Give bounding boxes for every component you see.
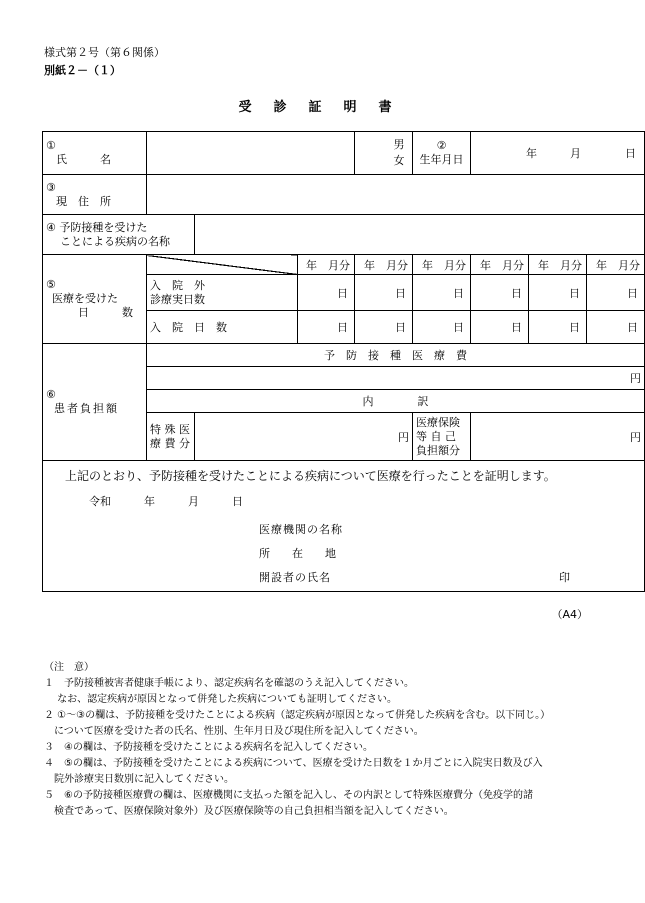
days-label-line2: 日 数 <box>78 306 133 319</box>
name-label-cell <box>43 132 147 175</box>
inpatient-label: 入 院 日 数 <box>150 321 227 334</box>
birthdate-value: 年 月 日 <box>526 147 637 160</box>
insurance-label-cell <box>413 413 471 461</box>
burden-label-cell <box>43 344 147 461</box>
outpatient-days-4[interactable]: 日 <box>471 275 529 311</box>
breakdown-header <box>147 390 645 413</box>
note-line: ３ ④の欄は、予防接種を受けたことによる疾病名を記入してください。 <box>44 742 373 753</box>
attachment-label: 別紙２－（１） <box>44 64 121 77</box>
special-cost-label-cell <box>147 413 195 461</box>
certification-block <box>43 461 645 592</box>
diagonal-header-cell <box>147 255 298 275</box>
vaccine-cost-yen: 円 <box>630 372 642 385</box>
disease-field[interactable] <box>195 215 645 255</box>
month-header-3[interactable]: 年 月分 <box>413 255 471 275</box>
outpatient-days-6[interactable]: 日 <box>587 275 645 311</box>
location-label: 所 在 地 <box>259 547 336 560</box>
outpatient-days-5[interactable]: 日 <box>529 275 587 311</box>
note-line: について医療を受けた者の氏名、性別、生年月日及び現住所を記入してください。 <box>44 726 424 737</box>
sex-field[interactable] <box>386 132 412 174</box>
inpatient-days-6[interactable]: 日 <box>587 311 645 344</box>
insurance-cost-yen: 円 <box>630 430 642 444</box>
disease-label-cell <box>43 215 195 255</box>
vaccine-cost-label: 予 防 接 種 医 療 費 <box>324 349 468 362</box>
insurance-label-line1: 医療保険 <box>416 415 460 429</box>
note-line: ２ ①～③の欄は、予防接種を受けたことによる疾病（認定疾病が原因となって併発した疾病を含む。以下同じ。） <box>44 710 551 721</box>
name-field[interactable] <box>147 132 355 175</box>
paper-size-label: （A4） <box>551 608 588 621</box>
name-label: 氏 名 <box>56 153 111 166</box>
insurance-label-line2: 等 自 己 <box>416 429 456 443</box>
insurance-cost-field[interactable] <box>471 413 645 461</box>
birthdate-label: 生年月日 <box>419 153 464 166</box>
notes-heading: （注 意） <box>44 662 94 673</box>
days-label-cell <box>43 255 147 344</box>
special-cost-label-line2: 療 費 分 <box>150 436 190 450</box>
outpatient-label-line1: 入 院 外 <box>150 278 205 292</box>
days-label-line1: 医療を受けた <box>52 292 118 305</box>
note-line: ５ ⑥の予防接種医療費の欄は、医療機関に支払った額を記入し、その内訳として特殊医療費分（免疫学的諸 <box>44 790 533 801</box>
note-line: ４ ⑤の欄は、予防接種を受けたことによる疾病について、医療を受けた日数を１か月ごとに入院実日数及び入 <box>44 758 543 769</box>
address-label-cell <box>43 175 147 215</box>
certification-text: 上記のとおり、予防接種を受けたことによる疾病について医療を行ったことを証明します。 <box>65 469 556 483</box>
address-label: 現 住 所 <box>56 194 111 208</box>
special-cost-yen: 円 <box>398 430 409 444</box>
outpatient-days-1[interactable]: 日 <box>298 275 355 311</box>
row4-number: ⑤ <box>46 278 56 291</box>
certification-date[interactable]: 令和 年 月 日 <box>89 495 243 508</box>
row2-number: ③ <box>46 180 56 194</box>
notes-section <box>44 660 594 820</box>
sex-male-label: 男 <box>393 138 405 151</box>
outpatient-days-3[interactable]: 日 <box>413 275 471 311</box>
birthdate-field[interactable] <box>471 132 645 175</box>
inpatient-days-2[interactable]: 日 <box>355 311 413 344</box>
inpatient-label-cell <box>147 311 298 344</box>
breakdown-label: 内 訳 <box>362 395 429 408</box>
institution-name-label: 医療機関の名称 <box>259 523 343 536</box>
note-line: 検査であって、医療保険対象外）及び医療保険等の自己負担相当額を記入してください。 <box>44 806 454 817</box>
vaccine-cost-header <box>147 344 645 367</box>
month-header-2[interactable]: 年 月分 <box>355 255 413 275</box>
certificate-form <box>42 131 645 592</box>
note-line: 院外診療実日数別に記入してください。 <box>44 774 234 785</box>
note-line: なお、認定疾病が原因となって併発した疾病についても証明してください。 <box>44 694 397 705</box>
vaccine-cost-field[interactable] <box>147 367 645 390</box>
insurance-label-line3: 負担額分 <box>416 443 460 457</box>
burden-label: 患者負担額 <box>54 402 119 415</box>
month-header-1[interactable]: 年 月分 <box>298 255 355 275</box>
row1-birth-number: ② <box>436 139 447 152</box>
outpatient-label-cell <box>147 275 298 311</box>
sex-area <box>355 132 413 175</box>
address-field[interactable] <box>147 175 645 215</box>
founder-name-label: 開設者の氏名 <box>259 571 331 584</box>
disease-label-line1: ④ 予防接種を受けた <box>46 220 148 234</box>
special-cost-label-line1: 特 殊 医 <box>150 422 190 436</box>
seal-mark: 印 <box>559 571 570 584</box>
month-header-6[interactable]: 年 月分 <box>587 255 645 275</box>
outpatient-label-line2: 診療実日数 <box>150 292 205 306</box>
inpatient-days-3[interactable]: 日 <box>413 311 471 344</box>
birthdate-label-cell <box>413 132 471 175</box>
row1-number: ① <box>46 139 56 152</box>
inpatient-days-4[interactable]: 日 <box>471 311 529 344</box>
inpatient-days-1[interactable]: 日 <box>298 311 355 344</box>
sex-female-label: 女 <box>393 154 405 167</box>
month-header-4[interactable]: 年 月分 <box>471 255 529 275</box>
document-title: 受診証明書 <box>238 100 414 115</box>
month-header-5[interactable]: 年 月分 <box>529 255 587 275</box>
outpatient-days-2[interactable]: 日 <box>355 275 413 311</box>
disease-label-line2: ことによる疾病の名称 <box>60 234 170 248</box>
special-cost-field[interactable] <box>195 413 413 461</box>
note-line: １ 予防接種被害者健康手帳により、認定疾病名を確認のうえ記入してください。 <box>44 678 414 689</box>
inpatient-days-5[interactable]: 日 <box>529 311 587 344</box>
form-number: 様式第２号（第６関係） <box>44 46 165 59</box>
row5-number: ⑥ <box>46 388 56 401</box>
